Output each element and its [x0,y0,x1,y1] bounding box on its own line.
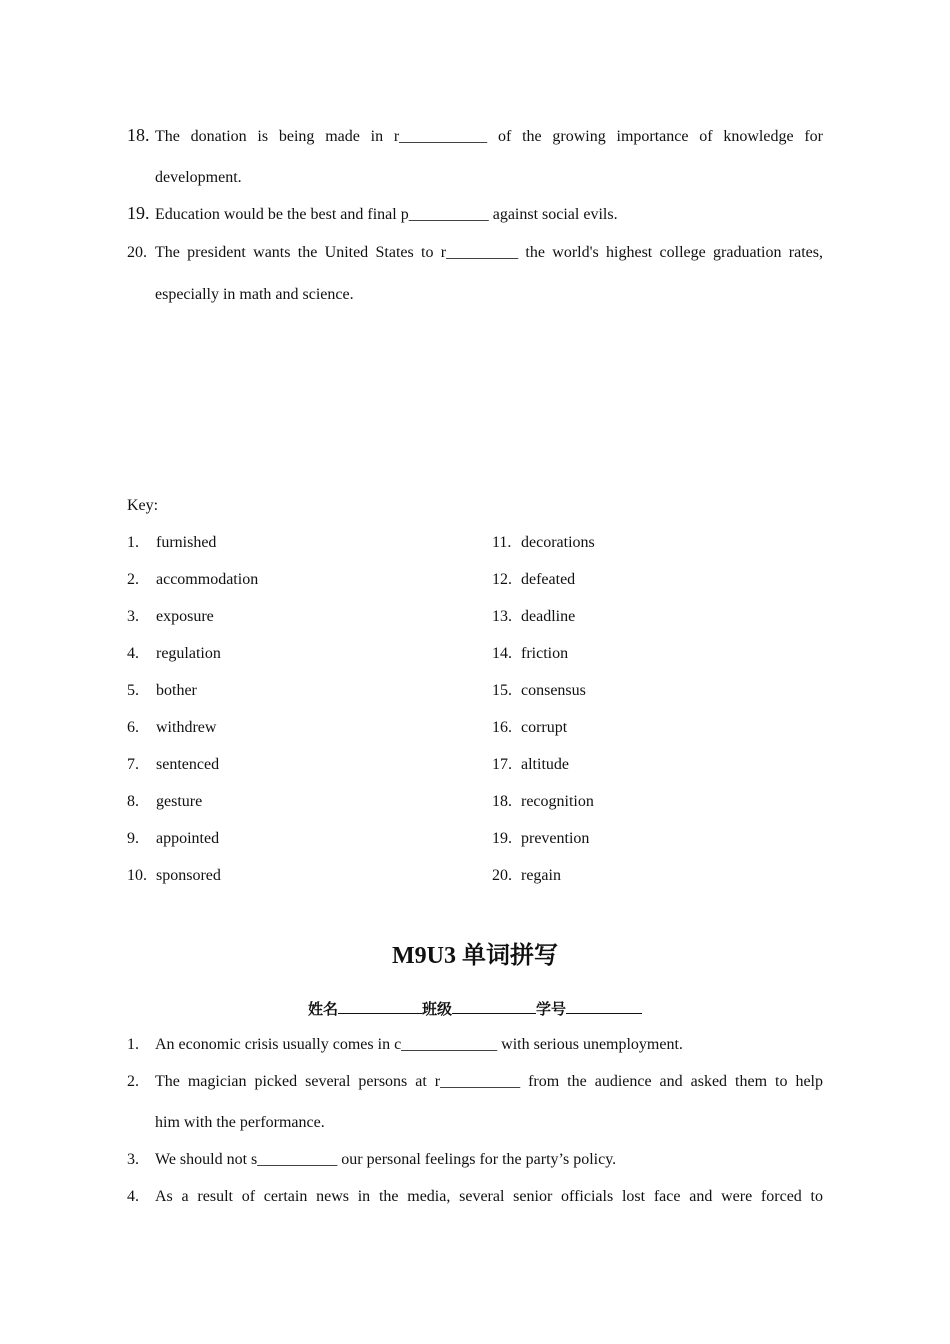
key-entry: 17. altitude [492,756,569,773]
question-number: 18. [127,125,150,145]
key-entry: 12. defeated [492,571,576,588]
question-number: 2. [127,1073,139,1090]
key-entry: 14. friction [492,645,569,662]
question-text-line: development. [155,169,242,186]
name-blank [338,999,422,1014]
question-number: 20. [127,244,147,261]
name-label: 姓名 [307,1002,338,1018]
student-id-label: 学号 [536,1002,567,1018]
question-number: 4. [127,1188,139,1205]
key-entry: 19. prevention [492,830,590,847]
question-text-line: The president wants the United States to r_________ the world's highest college graduation rates, [155,244,823,261]
key-entry: 11. decorations [492,534,595,551]
question-text-line: The donation is being made in r___________ of the growing importance of knowledge for [155,128,823,145]
key-entry: 9. appointed [127,830,220,847]
class-label: 班级 [421,1002,452,1018]
key-entry: 18. recognition [492,793,594,810]
key-heading: Key: [127,497,159,514]
key-entry: 13. deadline [492,608,576,625]
question-text-line: The magician picked several persons at r__________ from the audience and asked them to help [155,1073,823,1090]
key-entry: 6. withdrew [127,719,217,736]
key-entry: 7. sentenced [127,756,220,773]
question-text-line: As a result of certain news in the media, several senior officials lost face and were forced to [155,1188,823,1205]
student-info-line [0,998,950,1019]
question-text-line: Education would be the best and final p__________ against social evils. [155,206,618,223]
key-entry: 2. accommodation [127,571,259,588]
class-blank [452,999,536,1014]
key-entry: 8. gesture [127,793,203,810]
key-entry: 4. regulation [127,645,221,662]
student-id-blank [566,999,642,1014]
key-entry: 5. bother [127,682,197,699]
question-text-line: We should not s__________ our personal feelings for the party’s policy. [155,1151,617,1168]
key-entry: 15. consensus [492,682,586,699]
key-entry: 20. regain [492,867,561,884]
key-entry: 1. furnished [127,534,217,551]
question-text-line: especially in math and science. [155,286,354,303]
question-text-line: him with the performance. [155,1114,325,1131]
question-number: 3. [127,1151,139,1168]
key-entry: 16. corrupt [492,719,568,736]
question-number: 19. [127,203,150,223]
key-entry: 3. exposure [127,608,214,625]
question-text-line: An economic crisis usually comes in c____________ with serious unemployment. [155,1036,683,1053]
question-number: 1. [127,1036,139,1053]
key-entry: 10. sponsored [127,867,221,884]
section-title: M9U3 单词拼写 [392,943,558,969]
